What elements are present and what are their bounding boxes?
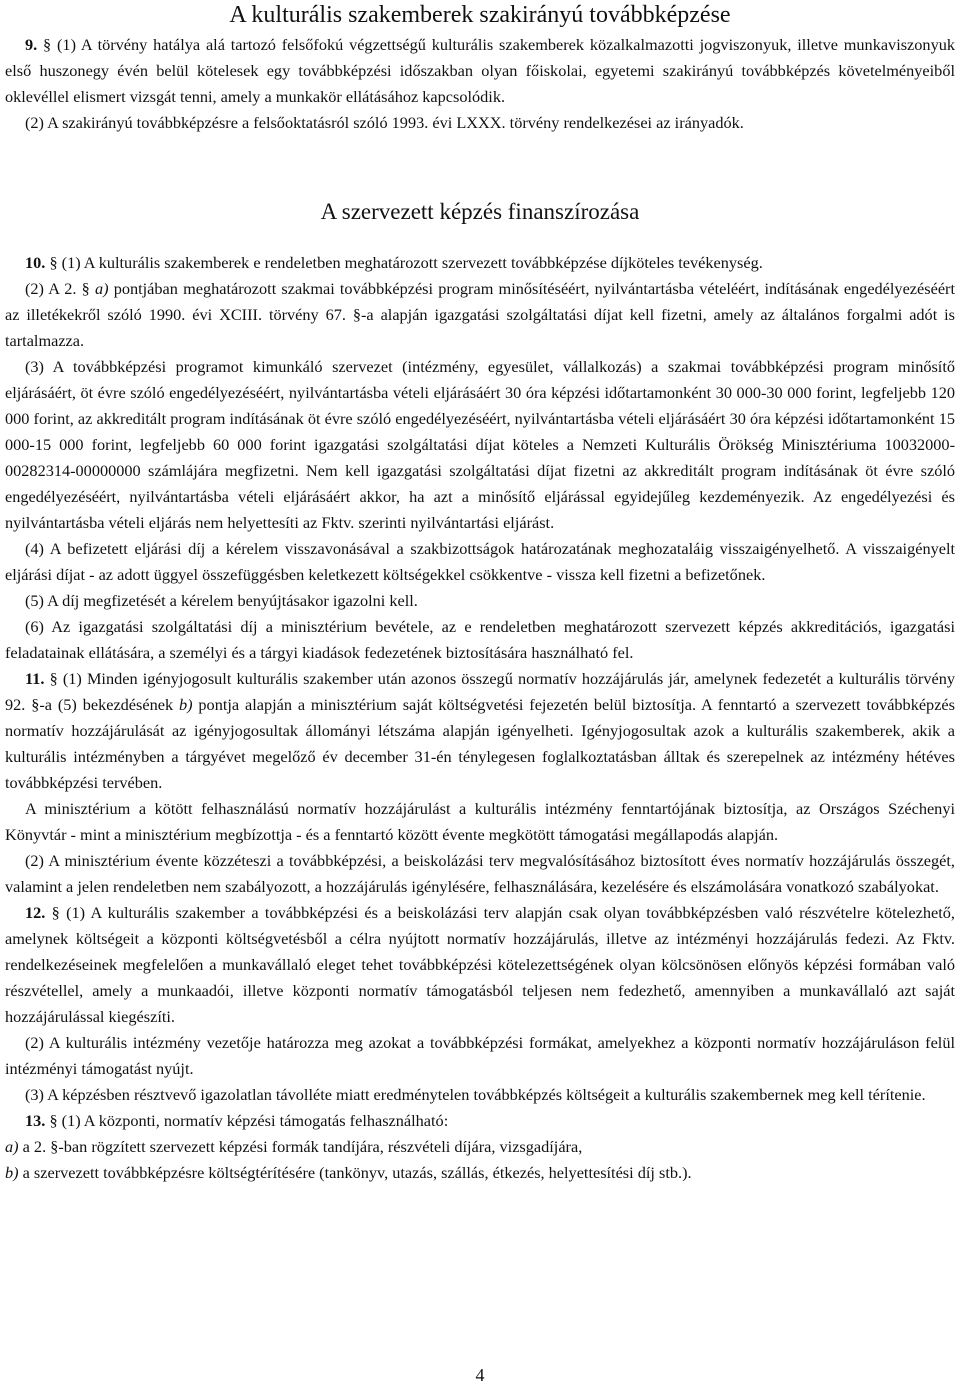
s11-text-1a: § (1) Minden igényjogosult kulturális szakember után azonos összegű normatív hozzájárulás jár, amelynek fedezetét a kulturális törvény 92. §-a (5) bekezdésének: [5, 669, 955, 714]
s13-item-b: [5, 1160, 955, 1186]
s10-paragraph-4: (4) A befizetett eljárási díj a kérelem visszavonásával a szakbizottságok határozatának meghozataláig visszaigényelhető. A visszaigényelt eljárási díjat - az adott üggyel összefüggésben keletkezett költségekkel csökkentve - vissza kell fizetni a befizetőnek.: [5, 539, 955, 584]
s11-number: 11.: [25, 669, 45, 688]
s10-text-2b: a): [94, 279, 109, 298]
s12-paragraph-3: (3) A képzésben résztvevő igazolatlan távolléte miatt eredménytelen továbbképzés költségeit a kulturális szakembernek meg kell térítenie.: [25, 1085, 926, 1104]
s12-text-1: § (1) A kulturális szakember a továbbképzési és a beiskolázási terv alapján csak olyan továbbképzésben való részvételre kötelezhető, amelynek költségeit a központi költségvetésből a célra nyújtott normatív hozzájárulás, illetve az intézményi hozzájárulás fedezi. Az Fktv. rendelkezéseinek megfelelően a munkavállaló eleget tehet továbbképzési kötelezettségének olyan kölcsönösen előnyös képzési formában való részvétellel, amely a munkaadói, illetve központi normatív támogatásból teljesen nem fedezhető, amennyiben a munkavállaló azt saját hozzájárulással kiegészíti.: [5, 903, 955, 1026]
s12-paragraph-2: (2) A kulturális intézmény vezetője határozza meg azokat a továbbképzési formákat, amelyekhez a központi normatív hozzájáruláson felül intézményi támogatást nyújt.: [5, 1033, 955, 1078]
s10-paragraph-3: (3) A továbbképzési programot kimunkáló szervezet (intézmény, egyesület, vállalkozás) a szakmai továbbképzési program minősítő eljárásáért, öt évre szóló engedélyezéséért, nyilvántartásba vételi eljárásáért 30 óra képzési időtartamonként 30 000-30 000 forint, legfeljebb 120 000 forint, az akkreditált program indításának öt évre szóló engedélyezéséért, nyilvántartásba vételi eljárásáért 30 óra képzési időtartamonként 15 000-15 000 forint, legfeljebb 60 000 forint igazgatási szolgáltatási díjat köteles a Nemzeti Kulturális Örökség Minisztériuma 10032000-00282314-00000000 számlájára megfizetni. Nem kell igazgatási szolgáltatási díjat fizetni az akkreditált program indításának öt évre szóló engedélyezéséért, nyilvántartásba vételi eljárásáért akkor, ha azt a minősítő eljárással egyidejűleg kezdeményezik. Az engedélyezési és nyilvántartásba vételi eljárás nem helyettesíti az Fktv. szerinti nyilvántartási eljárást.: [5, 357, 955, 532]
s11-text-1c: pontja alapján a minisztérium saját költségvetési fejezetén belül biztosítja. A fenntartó a szervezett továbbképzés normatív hozzájárulását az igényjogosultak állományi létszáma alapján igényelheti. Igényjogosultak azok a kulturális szakemberek, akik a kulturális intézményben a tárgyévet megelőző év december 31-én ténylegesen foglalkoztatásban álltak és szerepelnek az intézmény hétéves továbbképzési tervében.: [5, 695, 955, 792]
s13-paragraph-1: [5, 1108, 955, 1134]
s13-item-a-text: a 2. §-ban rögzített szervezett képzési formák tandíjára, részvételi díjára, vizsgadíjára,: [18, 1137, 583, 1156]
s11-paragraph-1d: A minisztérium a kötött felhasználású normatív hozzájárulást a kulturális intézmény fenntartójának biztosítja, az Országos Széchenyi Könyvtár - mint a minisztérium megbízottja - és a fenntartó között évente megkötött támogatási megállapodás alapján.: [5, 799, 955, 844]
s10-paragraph-1: [5, 250, 955, 276]
s9-text-1: § (1) A törvény hatálya alá tartozó felsőfokú végzettségű kulturális szakemberek közalkalmazotti jogviszonyuk, illetve munkaviszonyuk első huszonegy évén belül kötelesek egy továbbképzési időszakban olyan főiskolai, egyetemi szakirányú továbbképzés követelményeiből oklevéllel elismert vizsgát tenni, amely a munkakör ellátásához kapcsolódik.: [5, 35, 955, 106]
s13-item-a-label: a): [5, 1137, 19, 1156]
s10-text-2c: pontjában meghatározott szakmai továbbképzési program minősítéséért, nyilvántartásba vételéért, indításának engedélyezéséért az illetékekről szóló 1990. évi XCIII. törvény 67. §-a alapján igazgatási szolgáltatási díjat kell fizetni, amely az általános forgalmi adót is tartalmazza.: [5, 279, 955, 350]
section-heading: A szervezett képzés finanszírozása: [320, 199, 640, 224]
s11-paragraph-2: (2) A minisztérium évente közzéteszi a továbbképzési, a beiskolázási terv megvalósításához biztosított éves normatív hozzájárulás összegét, valamint a jelen rendeletben nem szabályozott, a hozzájárulás igénylésére, felhasználására, kezelésére és elszámolására vonatkozó szabályokat.: [5, 851, 955, 896]
s10-paragraph-2: [5, 276, 955, 354]
s9-number: 9.: [25, 35, 38, 54]
s9-paragraph-1: [5, 32, 955, 110]
s13-item-b-label: b): [5, 1163, 19, 1182]
page-title: A kulturális szakemberek szakirányú továbbképzése: [229, 2, 731, 28]
s10-paragraph-5: (5) A díj megfizetését a kérelem benyújtásakor igazolni kell.: [25, 591, 418, 610]
s13-item-b-text: a szervezett továbbképzésre költségtérítésére (tankönyv, utazás, szállás, étkezés, helyettesítési díj stb.).: [18, 1163, 692, 1182]
s11-text-1b: b): [178, 695, 193, 714]
s13-number: 13.: [25, 1111, 46, 1130]
s13-text-1: § (1) A központi, normatív képzési támogatás felhasználható:: [49, 1111, 449, 1130]
s13-item-a: [5, 1134, 955, 1160]
page-number: 4: [475, 1365, 485, 1385]
s12-paragraph-1: [5, 900, 955, 1030]
sections-10-13: [5, 250, 955, 1186]
s10-text-1: § (1) A kulturális szakemberek e rendeletben meghatározott szervezett továbbképzése díjköteles tevékenység.: [49, 253, 763, 272]
s10-number: 10.: [25, 253, 46, 272]
heading-financing: [5, 198, 955, 226]
s10-text-2a: (2) A 2. §: [25, 279, 95, 298]
s11-paragraph-1: [5, 666, 955, 796]
s9-paragraph-2: (2) A szakirányú továbbképzésre a felsőoktatásról szóló 1993. évi LXXX. törvény rendelkezései az irányadók.: [25, 113, 744, 132]
s10-paragraph-6: (6) Az igazgatási szolgáltatási díj a minisztérium bevétele, az e rendeletben meghatározott szervezett képzés akkreditációs, igazgatási feladatainak ellátására, a személyi és a tárgyi kiadások fedezetének biztosítására használható fel.: [5, 617, 955, 662]
s12-number: 12.: [25, 903, 46, 922]
section-9: [5, 32, 955, 136]
